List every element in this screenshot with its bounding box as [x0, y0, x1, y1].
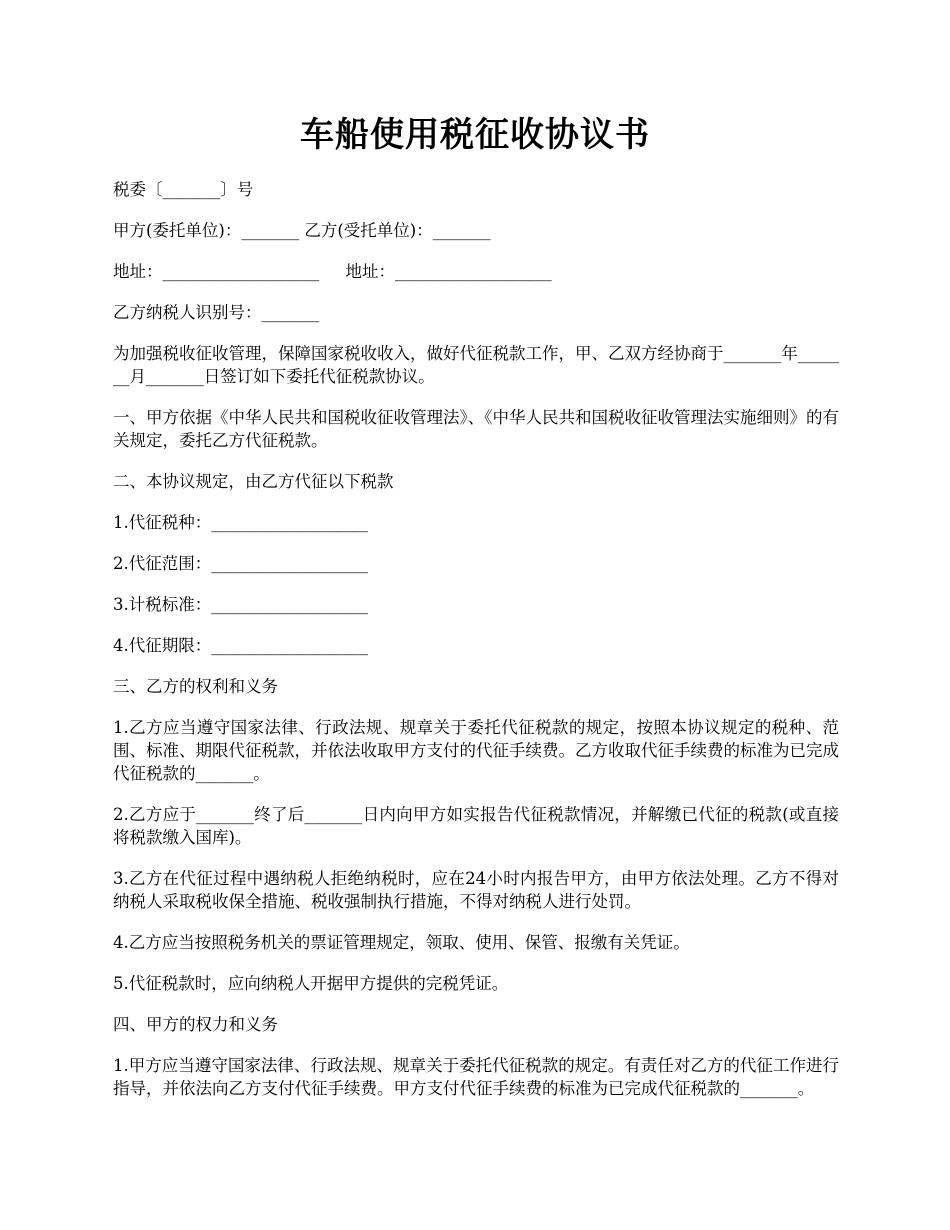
address-line: 地址：___________________ 地址：___________________ — [113, 262, 552, 281]
section-4-heading: 四、甲方的权力和义务 — [113, 1015, 278, 1034]
section-2-item-1: 1.代征税种：___________________ — [113, 513, 368, 532]
section-3-item-1: 1.乙方应当遵守国家法律、行政法规、规章关于委托代征税款的规定，按照本协议规定的税种、范围、标准、期限代征税款，并依法收取甲方支付的代征手续费。乙方收取代征手续费的标准为已完成代征税款的_______。 — [113, 718, 839, 783]
section-2-item-3: 3.计税标准：___________________ — [113, 595, 368, 614]
section-2-item-4: 4.代征期限：___________________ — [113, 636, 368, 655]
section-2-heading: 二、本协议规定，由乙方代征以下税款 — [113, 472, 394, 491]
parties-line: 甲方(委托单位)：_______ 乙方(受托单位)：_______ — [113, 221, 491, 240]
section-2-item-2: 2.代征范围：___________________ — [113, 554, 368, 573]
section-3-item-5: 5.代征税款时，应向纳税人开据甲方提供的完税凭证。 — [113, 974, 509, 993]
tax-committee-number: 税委〔_______〕号 — [113, 180, 254, 199]
section-1-paragraph: 一、甲方依据《中华人民共和国税收征收管理法》、《中华人民共和国税收征收管理法实施细则》的有关规定，委托乙方代征税款。 — [113, 408, 839, 450]
taxpayer-id-line: 乙方纳税人识别号：_______ — [113, 303, 320, 322]
preamble-paragraph: 为加强税收征收管理，保障国家税收收入，做好代征税款工作，甲、乙双方经协商于_______年_______月_______日签订如下委托代征税款协议。 — [113, 344, 839, 386]
section-4-item-1: 1.甲方应当遵守国家法律、行政法规、规章关于委托代征税款的规定。有责任对乙方的代征工作进行指导，并依法向乙方支付代征手续费。甲方支付代征手续费的标准为已完成代征税款的_______。 — [113, 1056, 839, 1098]
section-3-item-2: 2.乙方应于_______终了后_______日内向甲方如实报告代征税款情况，并解缴已代征的税款(或直接将税款缴入国库)。 — [113, 805, 839, 847]
section-3-item-4: 4.乙方应当按照税务机关的票证管理规定，领取、使用、保管、报缴有关凭证。 — [113, 933, 690, 952]
document-title: 车船使用税征收协议书 — [300, 115, 650, 155]
section-3-item-3: 3.乙方在代征过程中遇纳税人拒绝纳税时，应在24小时内报告甲方，由甲方依法处理。乙方不得对纳税人采取税收保全措施、税收强制执行措施，不得对纳税人进行处罚。 — [113, 869, 839, 911]
section-3-heading: 三、乙方的权利和义务 — [113, 677, 278, 696]
document-body — [113, 178, 839, 1118]
